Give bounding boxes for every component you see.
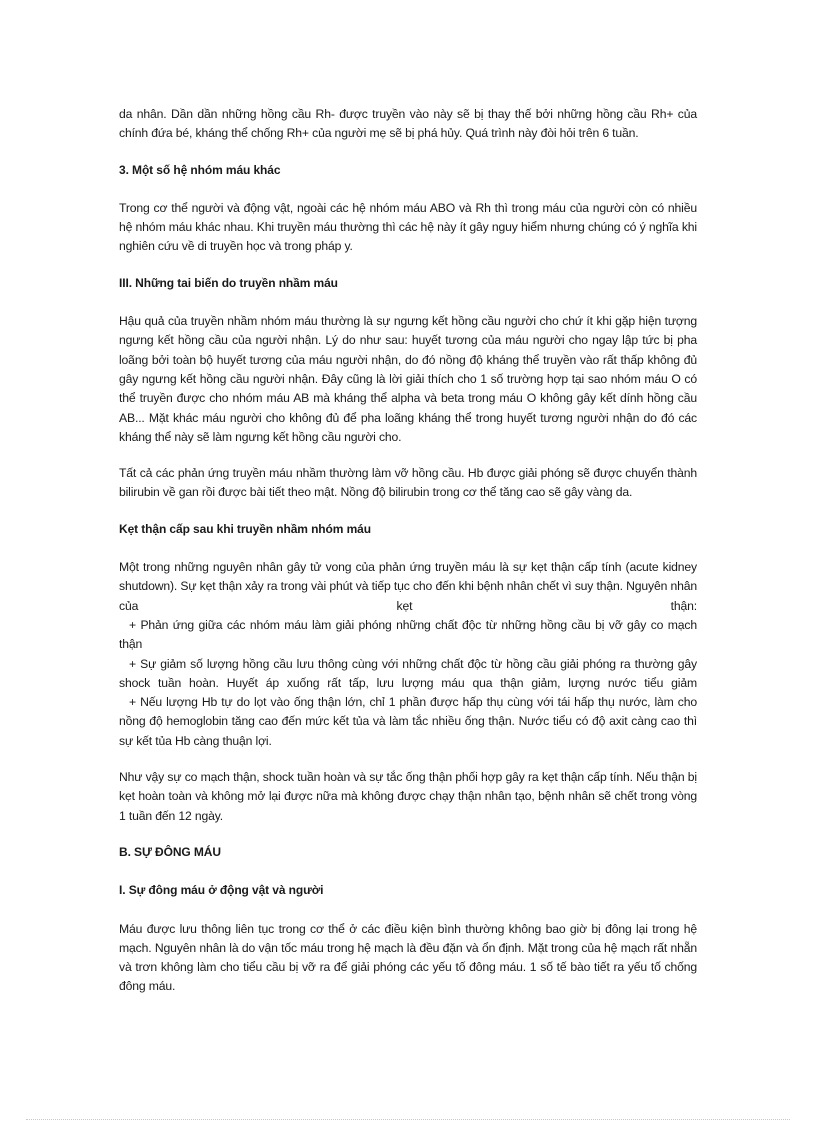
paragraph-blood-circulation: Máu được lưu thông liên tục trong cơ thể ở các điều kiện bình thường không bao giờ bị đông lại trong hệ mạch. Nguyên nhân là do vận tốc máu trong hệ mạch là đều đặn và ổn định. Mặt trong của hệ mạch rất nhẵn và trơn không làm cho tiểu cầu bị vỡ ra để giải phóng các yếu tố đông máu. 1 số tế bào tiết ra yếu tố chống đông máu.	[119, 921, 697, 994]
list-intro: Một trong những nguyên nhân gây tử vong của phản ứng truyền máu là sự kẹt thận cấp tính (acute kidney shutdown). Sự kẹt thận xảy ra trong vài phút và tiếp tục cho đến khi bệnh nhân chết vì suy thận. Nguyên nhân của kẹt thận:	[119, 560, 697, 613]
list-item: + Nếu lượng Hb tự do lọt vào ống thận lớn, chỉ 1 phần được hấp thụ cùng với tái hấp thụ nước, làm cho nồng độ hemoglobin tăng cao đến mức kết tủa và làm tắc nhiều ống thận. Nước tiểu có độ axit càng cao thì sự kết tủa Hb càng thuận lợi.	[119, 695, 697, 748]
heading-transfusion-accidents: III. Những tai biến do truyền nhầm máu	[119, 275, 338, 290]
heading-blood-coagulation: B. SỰ ĐÔNG MÁU	[119, 844, 221, 859]
page-content	[119, 105, 697, 997]
paragraph-hemolysis: Tất cả các phản ứng truyền máu nhầm thường làm vỡ hồng cầu. Hb được giải phóng sẽ được chuyển thành bilirubin về gan rồi được bài tiết theo mật. Nồng độ bilirubin trong cơ thể tăng cao sẽ gây vàng da.	[119, 466, 697, 500]
footer-dotted-rule	[26, 1119, 790, 1120]
paragraph-rh-replacement: da nhân. Dần dần những hồng cầu Rh- được truyền vào này sẽ bị thay thế bởi những hồng cầu Rh+ của chính đứa bé, kháng thể chống Rh+ của người mẹ sẽ bị phá hủy. Quá trình này đòi hỏi trên 6 tuần.	[119, 107, 697, 141]
list-item: + Phản ứng giữa các nhóm máu làm giải phóng những chất độc từ những hồng cầu bị vỡ gây co mạch thận	[119, 617, 697, 652]
list-item: + Sự giảm số lượng hồng cầu lưu thông cùng với những chất độc từ hồng cầu giải phóng ra thường gây shock tuần hoàn. Huyết áp xuống rất tấp, lưu lượng máu qua thận giảm, lượng nước tiểu giảm	[119, 656, 697, 690]
paragraph-other-blood-groups: Trong cơ thể người và động vật, ngoài các hệ nhóm máu ABO và Rh thì trong máu của người còn có nhiều hệ nhóm máu khác nhau. Khi truyền máu thường thì các hệ này ít gây nguy hiểm nhưng chúng có ý nghĩa khi nghiên cứu về di truyền học và trong pháp y.	[119, 200, 697, 254]
heading-acute-kidney-shutdown: Kẹt thận cấp sau khi truyền nhầm nhóm máu	[119, 521, 371, 536]
paragraph-kidney-summary: Như vậy sự co mạch thận, shock tuần hoàn và sự tắc ống thận phối hợp gây ra kẹt thận cấp tính. Nếu thận bị kẹt hoàn toàn và không mở lại được nữa mà không được chạy thận nhân tạo, bệnh nhân sẽ chết trong vòng 1 tuần đến 12 ngày.	[119, 770, 697, 823]
kidney-shutdown-list	[119, 558, 697, 751]
paragraph-mismatch-consequences: Hậu quả của truyền nhầm nhóm máu thường là sự ngưng kết hồng cầu người cho chứ ít khi gặp hiện tượng ngưng kết hồng cầu của người nhận. Lý do như sau: huyết tương của máu người cho ngay lập tức bị pha loãng bởi toàn bộ huyết tương của máu người nhận, do đó nồng độ kháng thể truyền vào rất thấp không đủ gây ngưng kết hồng cầu người nhận. Đây cũng là lời giải thích cho 1 số trường hợp tại sao nhóm máu O có thể truyền được cho nhóm máu AB mà kháng thể alpha và beta trong máu O không gây kết dính hồng cầu AB... Mặt khác máu người cho không đủ để pha loãng kháng thể trong huyết tương người nhận do đó các kháng thể này sẽ làm ngưng kết hồng cầu người cho.	[119, 314, 697, 444]
heading-other-blood-groups: 3. Một số hệ nhóm máu khác	[119, 162, 281, 177]
heading-coagulation-animals-humans: I. Sự đông máu ở động vật và người	[119, 883, 324, 898]
